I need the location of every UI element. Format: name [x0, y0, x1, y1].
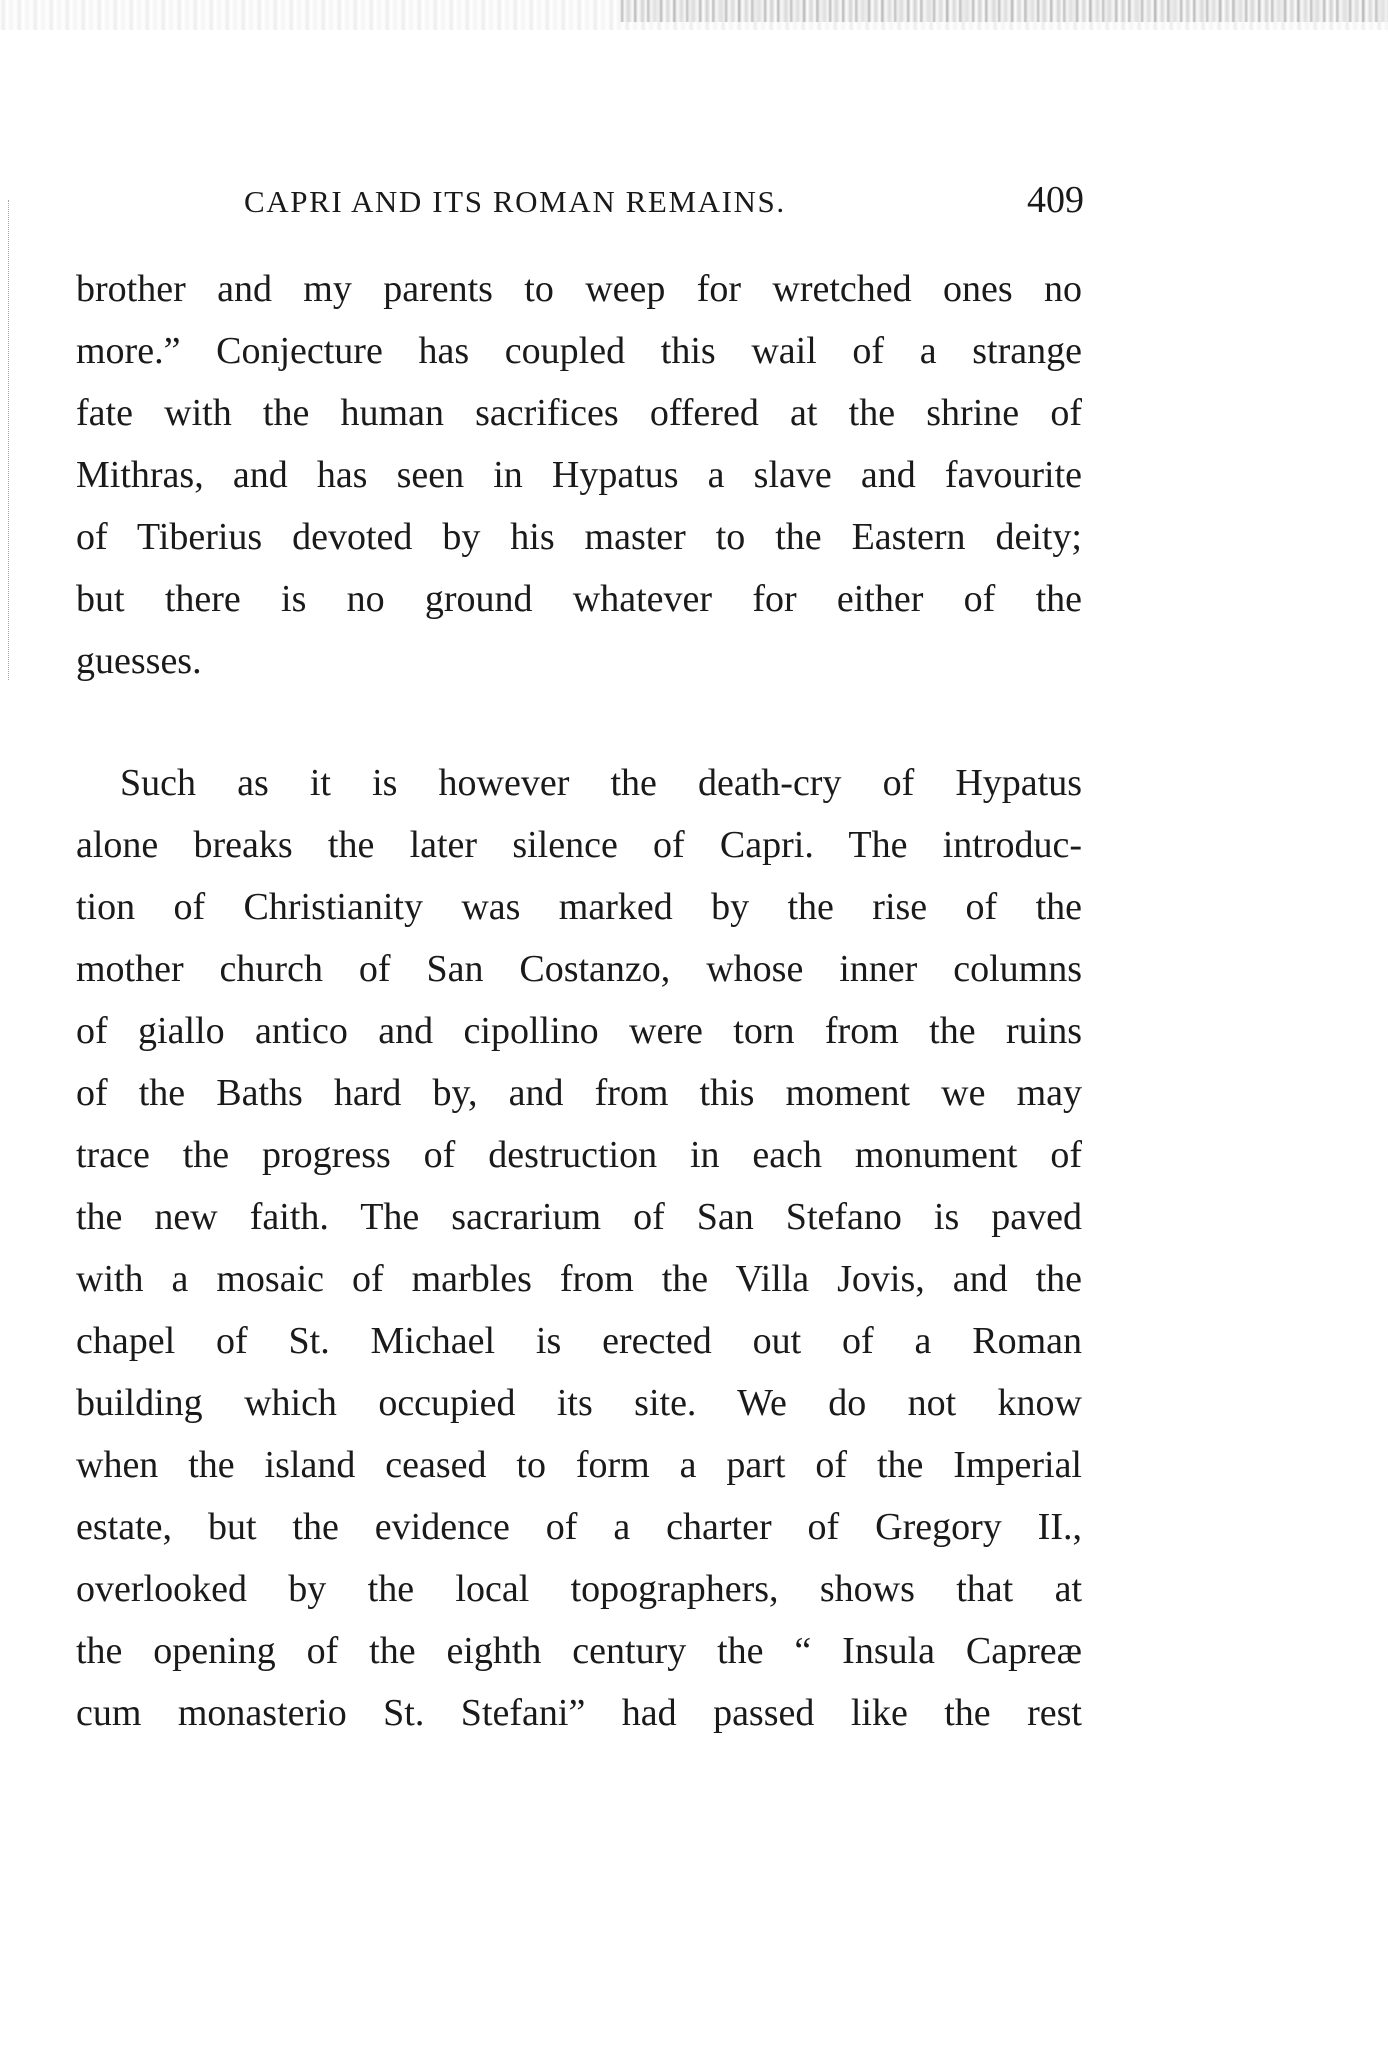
text-line: guesses. [76, 640, 202, 682]
paragraph-2 [76, 752, 1082, 1744]
text-line: fate with the human sacrifices offered at the shrine of [76, 392, 1082, 434]
text-line: when the island ceased to form a part of the Imperial [76, 1444, 1082, 1486]
page-number: 409 [1027, 179, 1084, 221]
text-line: of giallo antico and cipollino were torn from the ruins [76, 1010, 1082, 1052]
text-line: the opening of the eighth century the “ Insula Capreæ [76, 1630, 1082, 1672]
text-line: mother church of San Costanzo, whose inner columns [76, 948, 1082, 990]
text-line: Mithras, and has seen in Hypatus a slave and favourite [76, 454, 1082, 496]
margin-marks [8, 200, 15, 680]
text-line: trace the progress of destruction in each monument of [76, 1134, 1082, 1176]
text-line: but there is no ground whatever for either of the [76, 578, 1082, 620]
text-line: of the Baths hard by, and from this moment we may [76, 1072, 1082, 1114]
text-line: estate, but the evidence of a charter of Gregory II., [76, 1506, 1082, 1548]
text-line: alone breaks the later silence of Capri. The introduc- [76, 824, 1082, 866]
text-line: chapel of St. Michael is erected out of a Roman [76, 1320, 1082, 1362]
scan-noise-top-right [620, 0, 1388, 22]
paragraph-1 [76, 258, 1082, 692]
text-line: the new faith. The sacrarium of San Stefano is paved [76, 1196, 1082, 1238]
running-title: CAPRI AND ITS ROMAN REMAINS. [244, 184, 786, 219]
text-line: more.” Conjecture has coupled this wail of a strange [76, 330, 1082, 372]
text-line: overlooked by the local topographers, shows that at [76, 1568, 1082, 1610]
text-line: cum monasterio St. Stefani” had passed like the rest [76, 1692, 1082, 1734]
text-line: brother and my parents to weep for wretched ones no [76, 268, 1082, 310]
text-line: building which occupied its site. We do not know [76, 1382, 1082, 1424]
text-line: of Tiberius devoted by his master to the Eastern deity; [76, 516, 1082, 558]
text-line: Such as it is however the death-cry of Hypatus [120, 762, 1082, 804]
text-line: tion of Christianity was marked by the rise of the [76, 886, 1082, 928]
text-line: with a mosaic of marbles from the Villa Jovis, and the [76, 1258, 1082, 1300]
page-header [244, 172, 1084, 232]
